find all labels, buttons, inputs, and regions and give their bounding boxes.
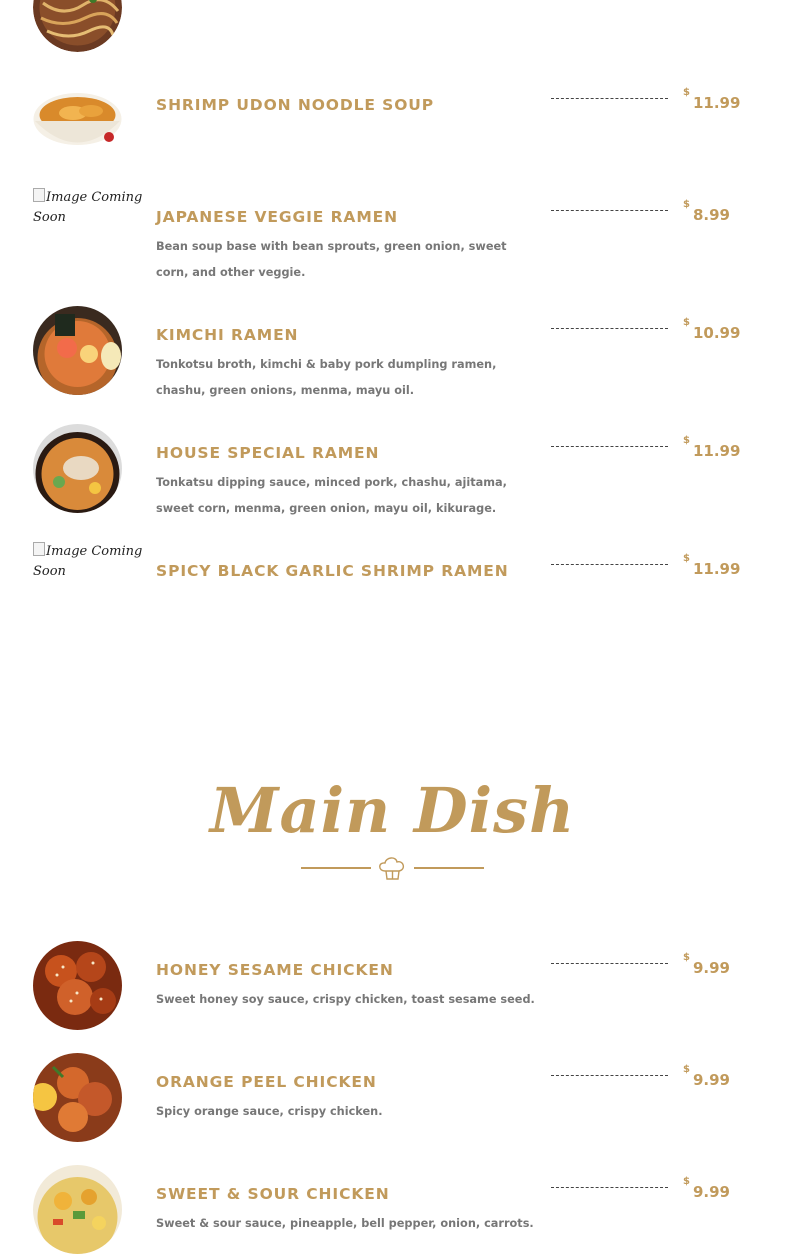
item-price: $11.99 (683, 435, 741, 460)
item-description: Tonkatsu dipping sauce, minced pork, chashu, ajitama, sweet corn, menma, green onion, mayu oil, kikurage. (156, 476, 507, 515)
item-price: $10.99 (683, 317, 741, 342)
item-price: $8.99 (683, 199, 730, 224)
item-name: SWEET & SOUR CHICKEN (156, 1185, 390, 1203)
item-name: KIMCHI RAMEN (156, 326, 299, 344)
price-leader (551, 98, 668, 99)
price-leader (551, 564, 668, 565)
orange-chicken-image (33, 1053, 122, 1142)
item-description: Spicy orange sauce, crispy chicken. (156, 1105, 383, 1118)
item-description: Sweet & sour sauce, pineapple, bell pepper, onion, carrots. (156, 1217, 534, 1230)
item-price: $11.99 (683, 87, 741, 112)
item-description: Bean soup base with bean sprouts, green onion, sweet corn, and other veggie. (156, 240, 507, 279)
item-name: JAPANESE VEGGIE RAMEN (156, 208, 398, 226)
item-price: $9.99 (683, 1064, 730, 1089)
broken-image-icon (33, 542, 45, 556)
section-title: Main Dish (209, 774, 576, 847)
price-leader (551, 210, 668, 211)
sesame-chicken-image (33, 941, 122, 1030)
item-name: HONEY SESAME CHICKEN (156, 961, 394, 979)
price-leader (551, 1075, 668, 1076)
item-price: $9.99 (683, 952, 730, 977)
item-name: HOUSE SPECIAL RAMEN (156, 444, 380, 462)
house-ramen-image (33, 424, 122, 513)
item-name: ORANGE PEEL CHICKEN (156, 1073, 377, 1091)
item-price: $11.99 (683, 553, 741, 578)
broken-image-icon (33, 188, 45, 202)
item-name: SHRIMP UDON NOODLE SOUP (156, 96, 435, 114)
noodle-dish-image (33, 0, 122, 52)
item-price: $9.99 (683, 1176, 730, 1201)
price-leader (551, 328, 668, 329)
item-description: Tonkotsu broth, kimchi & baby pork dumpling ramen, chashu, green onions, menma, mayu oil. (156, 358, 497, 397)
item-name: SPICY BLACK GARLIC SHRIMP RAMEN (156, 562, 509, 580)
image-placeholder: Image Coming Soon (33, 190, 143, 225)
price-leader (551, 1187, 668, 1188)
kimchi-ramen-image (33, 306, 122, 395)
item-description: Sweet honey soy sauce, crispy chicken, toast sesame seed. (156, 993, 535, 1006)
chef-hat-icon (380, 858, 404, 879)
price-leader (551, 963, 668, 964)
sweet-sour-chicken-image (33, 1165, 122, 1254)
image-placeholder: Image Coming Soon (33, 544, 143, 579)
price-leader (551, 446, 668, 447)
section-divider (300, 853, 485, 883)
udon-bowl-image (33, 89, 122, 155)
